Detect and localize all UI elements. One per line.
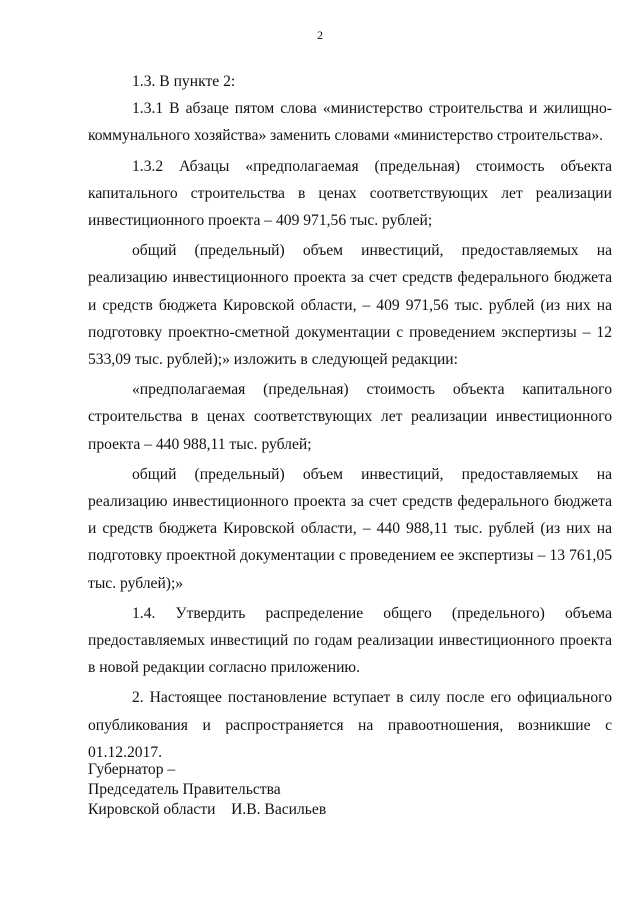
signature-org: Кировской области (88, 801, 216, 818)
signature-position: Председатель Правительства (88, 781, 281, 798)
paragraph-new-investment: общий (предельный) объем инвестиций, предоставляемых на реализацию инвестиционного проекта за счет средств федерального бюджета и средств бюджета Кировской области, – 440 988,11 тыс. рублей (из них на подготовку проектной документации с проведением ее экспертизы – 13 761,05 тыс. рублей);» (88, 465, 612, 592)
paragraph-1-3: 1.3. В пункте 2: (132, 73, 236, 90)
paragraph-old-investment: общий (предельный) объем инвестиций, предоставляемых на реализацию инвестиционного проекта за счет средств федерального бюджета и средств бюджета Кировской области, – 409 971,56 тыс. рублей (из них на подготовку проектно-сметной документации с проведением экспертизы – 12 533,09 тыс. рублей);» изложить в следующей редакции: (88, 242, 612, 369)
paragraph-2: 2. Настоящее постановление вступает в силу после его официального опубликования и распространяется на правоотношения, возникшие с 01.12.2017. (88, 689, 612, 761)
paragraph-new-cost: «предполагаемая (предельная) стоимость объекта капитального строительства в ценах соответствующих лет реализации инвестиционного проекта – 440 988,11 тыс. рублей; (88, 381, 612, 453)
signature-org-line (88, 800, 326, 820)
paragraph-1-3-2: 1.3.2 Абзацы «предполагаемая (предельная) стоимость объекта капитального строительства в ценах соответствующих лет реализации инвестиционного проекта – 409 971,56 тыс. рублей; (88, 157, 612, 230)
paragraph-1-4: 1.4. Утвердить распределение общего (предельного) объема предоставляемых инвестиций по годам реализации инвестиционного проекта в новой редакции согласно приложению. (88, 604, 612, 677)
paragraph-1-3-1: 1.3.1 В абзаце пятом слова «министерство строительства и жилищно-коммунального хозяйства» заменить словами «министерство строительства». (88, 100, 612, 145)
signature-title: Губернатор – (88, 761, 176, 778)
page-number: 2 (317, 28, 323, 42)
signature-block (88, 760, 326, 820)
document-body (88, 68, 612, 766)
signature-name: И.В. Васильев (231, 801, 327, 818)
